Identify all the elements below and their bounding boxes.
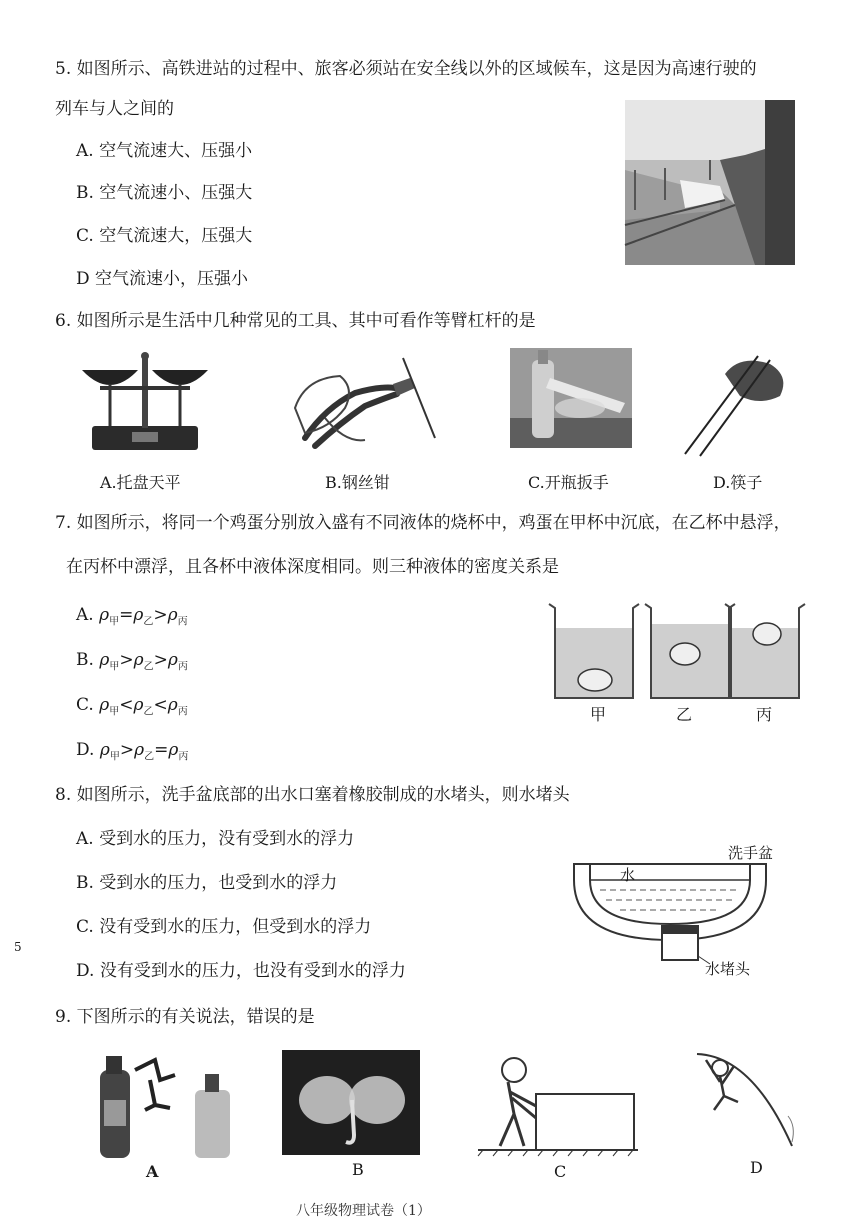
beaker-jia bbox=[549, 604, 639, 698]
tray-balance-icon bbox=[80, 348, 210, 458]
q5-stem-line2: 列车与人之间的 bbox=[55, 99, 174, 119]
beaker-yi bbox=[645, 604, 735, 698]
q9-caption-c: C bbox=[554, 1162, 567, 1181]
q6-caption-d: D.筷子 bbox=[713, 473, 763, 492]
q7-stem-line1: 7. 如图所示，将同一个鸡蛋分别放入盛有不同液体的烧杯中，鸡蛋在甲杯中沉底，在乙杯中悬浮， bbox=[55, 513, 791, 533]
margin-mark: 5 bbox=[14, 940, 22, 954]
q7-stem-line2: 在丙杯中漂浮，且各杯中液体深度相同。则三种液体的密度关系是 bbox=[66, 557, 559, 577]
egg-suspended bbox=[670, 643, 700, 665]
q7-option-b: B. $\rho_甲>\rho_乙>\rho_丙$ bbox=[76, 650, 188, 673]
beaker-label-yi: 乙 bbox=[676, 705, 693, 724]
q5-option-b: B. 空气流速小、压强大 bbox=[76, 183, 253, 203]
q6-caption-a: A.托盘天平 bbox=[100, 473, 181, 492]
beakers-figure bbox=[545, 598, 805, 703]
beaker-label-bing: 丙 bbox=[756, 705, 773, 724]
q8-stem: 8. 如图所示，洗手盆底部的出水口塞着橡胶制成的水堵头，则水堵头 bbox=[55, 785, 570, 805]
q8-option-b: B. 受到水的压力，也受到水的浮力 bbox=[76, 873, 338, 893]
bottle-acrobat-figure bbox=[100, 1050, 230, 1162]
egg-sunk bbox=[578, 669, 612, 691]
egg-floating bbox=[753, 623, 781, 645]
boy-pushing-box-figure bbox=[478, 1050, 638, 1158]
q9-caption-d: D bbox=[750, 1158, 763, 1177]
beaker-bing bbox=[725, 604, 805, 698]
q7-option-d: D. $\rho_甲>\rho_乙=\rho_丙$ bbox=[76, 740, 189, 763]
chopsticks-icon bbox=[680, 346, 800, 461]
q6-caption-c: C.开瓶扳手 bbox=[528, 473, 609, 492]
q8-option-c: C. 没有受到水的压力，但受到水的浮力 bbox=[76, 917, 372, 937]
q7-option-a: A. $\rho_甲=\rho_乙>\rho_丙$ bbox=[76, 605, 188, 628]
q5-stem-line1: 5. 如图所示、高铁进站的过程中、旅客必须站在安全线以外的区域候车，这是因为高速行驶的 bbox=[55, 59, 757, 79]
suction-cup-photo bbox=[282, 1050, 420, 1155]
pole-vault-figure bbox=[692, 1046, 802, 1156]
label-wash-basin: 洗手盆 bbox=[728, 844, 774, 862]
q8-option-a: A. 受到水的压力，没有受到水的浮力 bbox=[76, 829, 355, 849]
q9-caption-a: A bbox=[146, 1162, 159, 1181]
q6-stem: 6. 如图所示是生活中几种常见的工具、其中可看作等臂杠杆的是 bbox=[55, 311, 536, 331]
q5-option-a: A. 空气流速大、压强小 bbox=[76, 141, 253, 161]
q5-option-c: C. 空气流速大，压强大 bbox=[76, 226, 253, 246]
bottle-opener-photo bbox=[510, 348, 632, 448]
q9-caption-b: B bbox=[352, 1160, 364, 1179]
beaker-label-jia: 甲 bbox=[590, 705, 607, 724]
q7-option-c: C. $\rho_甲<\rho_乙<\rho_丙$ bbox=[76, 695, 188, 718]
train-station-photo bbox=[625, 100, 795, 265]
q9-stem: 9. 下图所示的有关说法，错误的是 bbox=[55, 1007, 315, 1027]
wash-basin-figure bbox=[570, 860, 775, 970]
label-drain-plug: 水堵头 bbox=[705, 960, 751, 978]
q6-caption-b: B.钢丝钳 bbox=[325, 473, 390, 492]
q8-option-d: D. 没有受到水的压力，也没有受到水的浮力 bbox=[76, 961, 406, 981]
wire-pliers-icon bbox=[285, 348, 445, 458]
label-water: 水 bbox=[620, 866, 636, 884]
page-footer: 八年级物理试卷（1） bbox=[296, 1203, 431, 1219]
q5-option-d: D 空气流速小，压强小 bbox=[76, 269, 249, 289]
